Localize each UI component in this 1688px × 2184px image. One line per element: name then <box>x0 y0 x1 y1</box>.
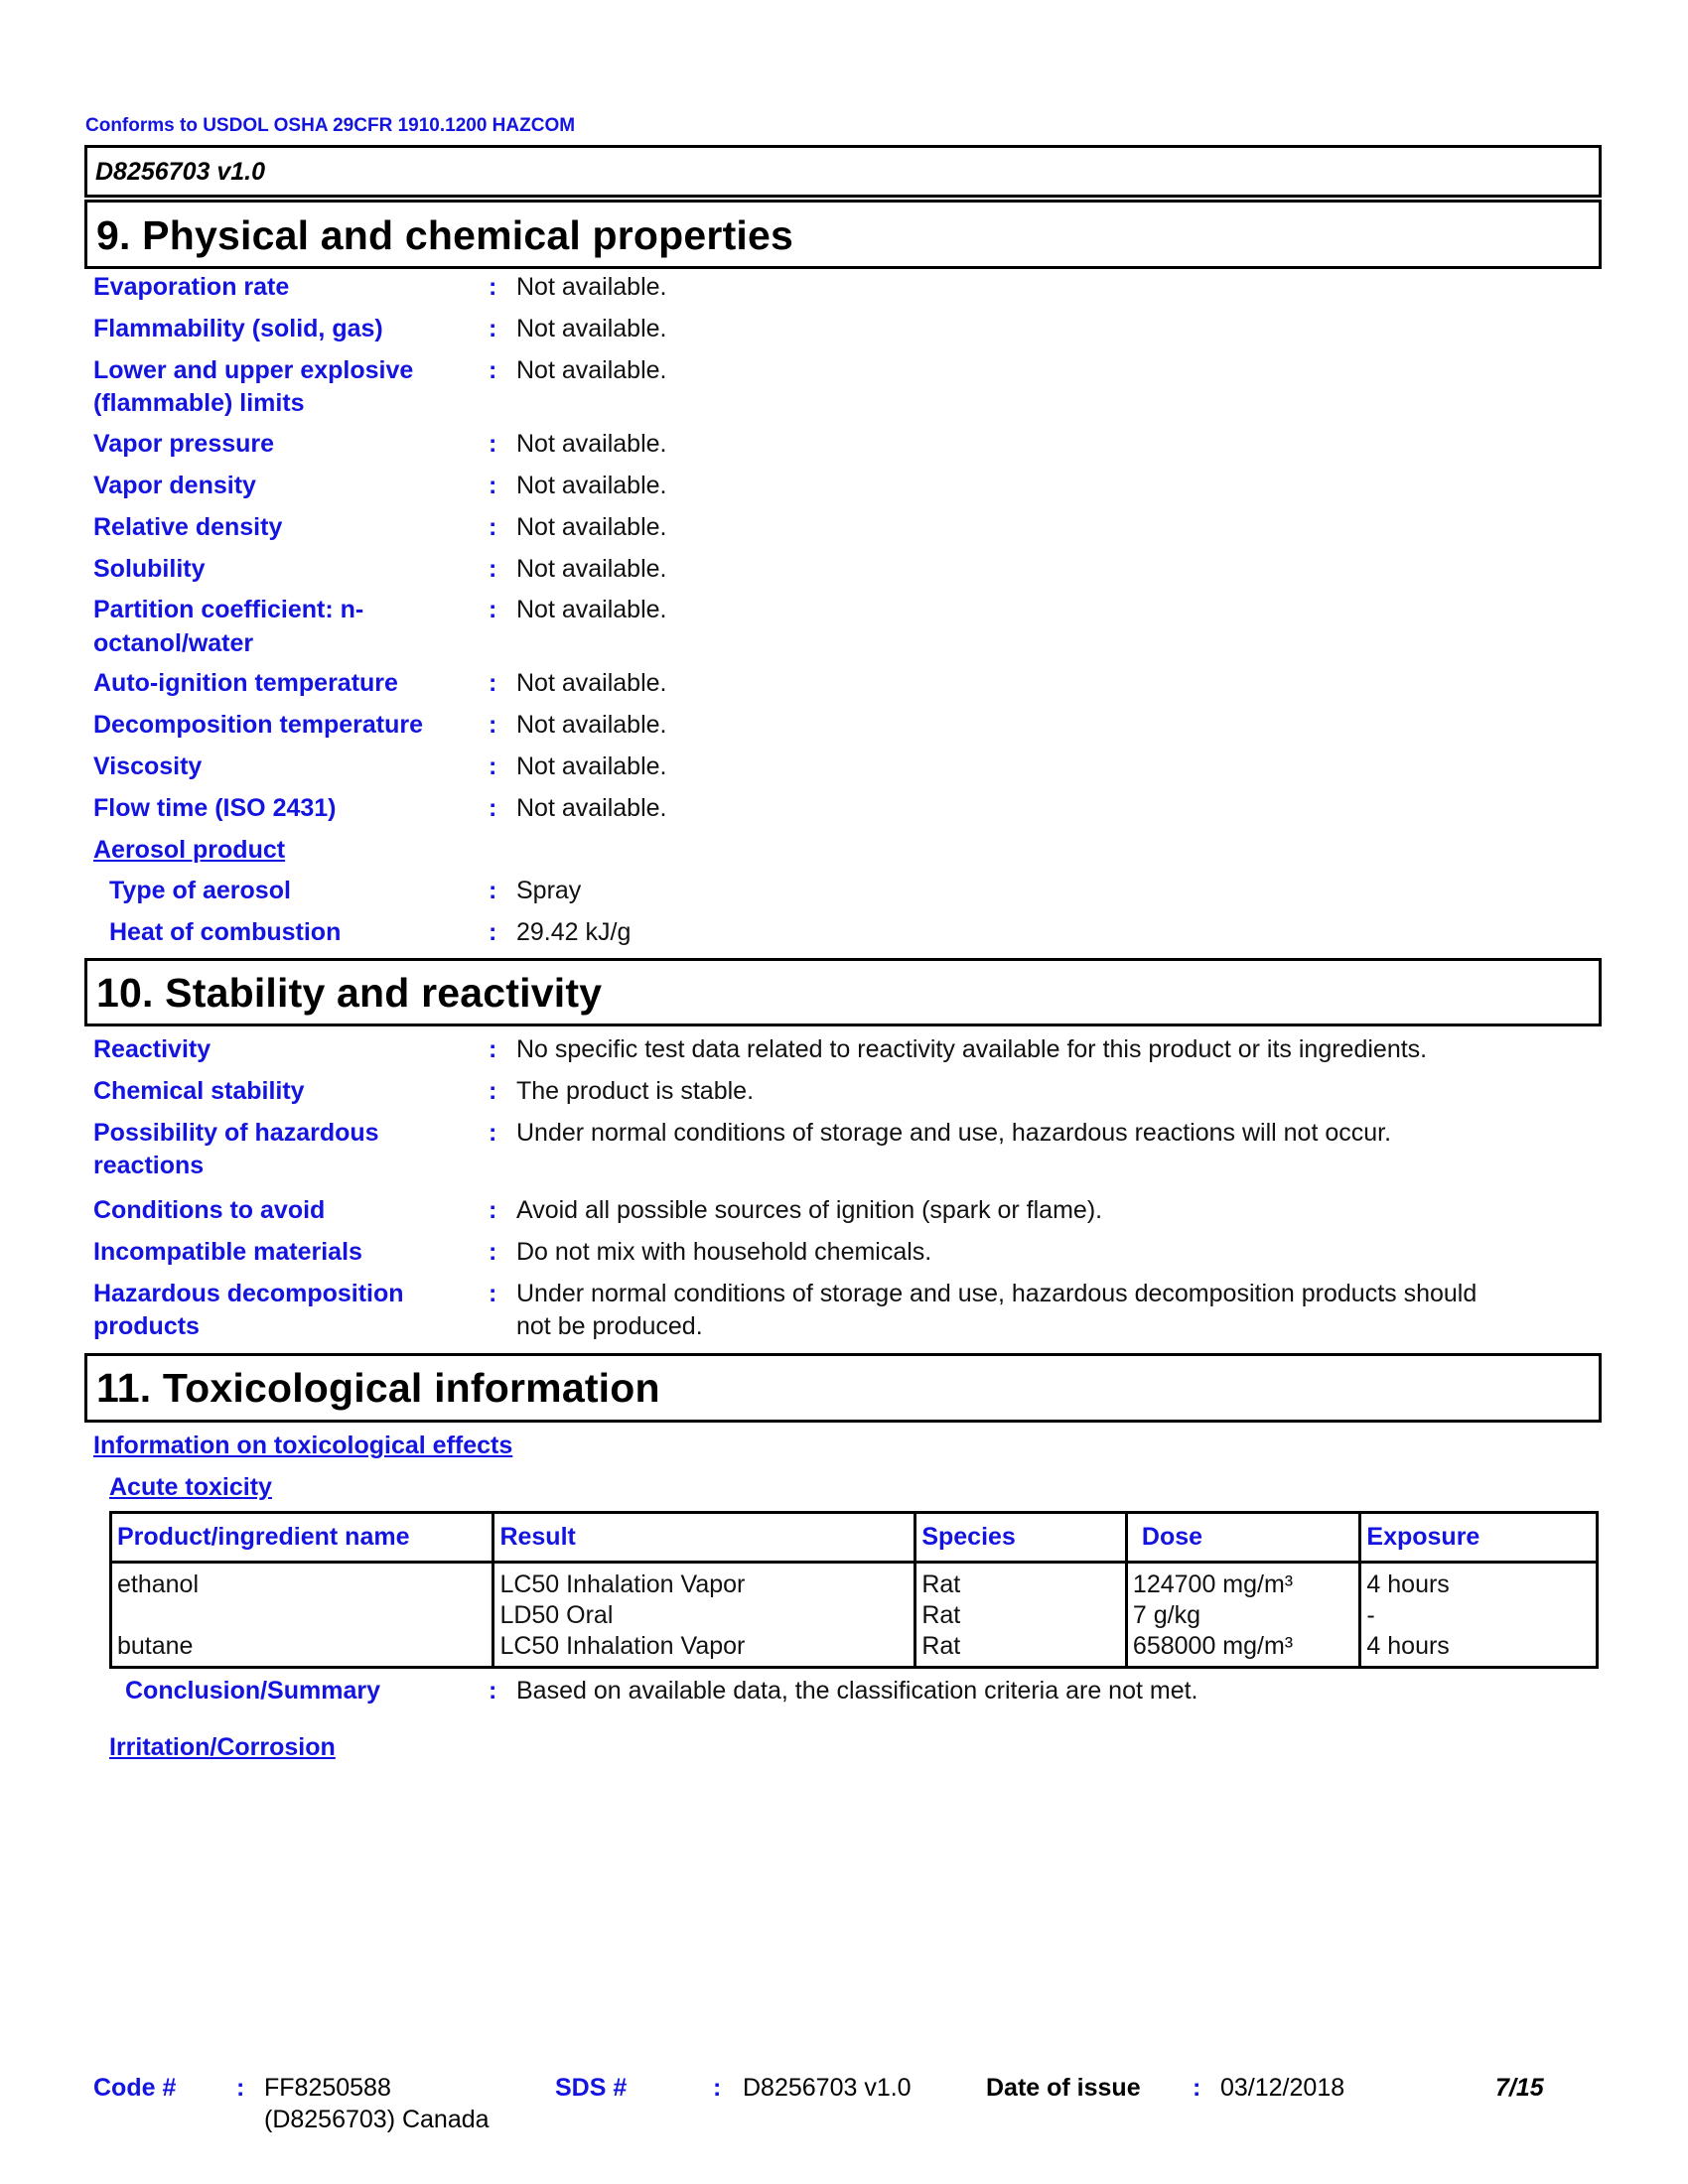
property-label: Conditions to avoid <box>93 1196 326 1224</box>
species-cell <box>915 1563 1127 1668</box>
colon: : <box>489 752 497 780</box>
species-value: Rat <box>921 1632 961 1660</box>
result-value: LC50 Inhalation Vapor <box>499 1632 746 1660</box>
column-header-name: Product/ingredient name <box>111 1513 493 1563</box>
colon: : <box>489 1280 497 1307</box>
column-header-dose: Dose <box>1126 1513 1359 1563</box>
species-value: Rat <box>921 1570 961 1598</box>
code-label: Code # <box>93 2074 177 2102</box>
colon: : <box>489 1035 497 1063</box>
property-label: Viscosity <box>93 752 203 780</box>
acute-toxicity-table <box>109 1511 1599 1669</box>
page-number: 7/15 <box>1495 2074 1544 2102</box>
property-value: Not available. <box>516 669 667 697</box>
colon: : <box>489 555 497 583</box>
conclusion-value: Based on available data, the classification criteria are not met. <box>516 1677 1198 1705</box>
property-value: Not available. <box>516 794 667 822</box>
property-label: Hazardous decomposition <box>93 1280 404 1307</box>
property-value: Not available. <box>516 752 667 780</box>
property-label: Vapor density <box>93 472 256 499</box>
section-11-title: 11. Toxicological information <box>96 1365 660 1411</box>
property-value: 29.42 kJ/g <box>516 918 632 946</box>
property-value: Do not mix with household chemicals. <box>516 1238 932 1266</box>
colon: : <box>489 1196 497 1224</box>
name-cell <box>111 1563 493 1668</box>
table-header-row <box>111 1513 1598 1563</box>
code-value-continued: (D8256703) Canada <box>264 2106 490 2133</box>
property-label: Evaporation rate <box>93 273 290 301</box>
date-of-issue-value: 03/12/2018 <box>1220 2074 1345 2102</box>
property-value: Under normal conditions of storage and use, hazardous reactions will not occur. <box>516 1119 1392 1147</box>
property-label: Flammability (solid, gas) <box>93 315 383 342</box>
property-label: Lower and upper explosive <box>93 356 414 384</box>
result-value: LC50 Inhalation Vapor <box>499 1570 746 1598</box>
column-header-exposure: Exposure <box>1360 1513 1598 1563</box>
property-value: Not available. <box>516 356 667 384</box>
date-of-issue-label: Date of issue <box>986 2074 1141 2102</box>
colon: : <box>489 918 497 946</box>
property-value: Not available. <box>516 711 667 739</box>
property-label: Heat of combustion <box>109 918 342 946</box>
property-label: Incompatible materials <box>93 1238 362 1266</box>
colon: : <box>489 1119 497 1147</box>
property-label: Possibility of hazardous <box>93 1119 379 1147</box>
colon: : <box>489 513 497 541</box>
property-value: Not available. <box>516 513 667 541</box>
colon: : <box>1193 2074 1201 2102</box>
exposure-cell <box>1360 1563 1598 1668</box>
colon: : <box>489 356 497 384</box>
colon: : <box>489 472 497 499</box>
colon: : <box>489 1077 497 1105</box>
property-label: Reactivity <box>93 1035 211 1063</box>
property-label-continued: (flammable) limits <box>93 389 305 417</box>
section-10-header <box>84 958 1602 1026</box>
property-value: The product is stable. <box>516 1077 755 1105</box>
property-label: Solubility <box>93 555 206 583</box>
colon: : <box>489 1677 497 1705</box>
property-value: Under normal conditions of storage and use, hazardous decomposition products should <box>516 1280 1477 1307</box>
colon: : <box>489 669 497 697</box>
column-header-result: Result <box>493 1513 915 1563</box>
colon: : <box>489 877 497 904</box>
colon: : <box>489 430 497 458</box>
section-10-title: 10. Stability and reactivity <box>96 970 603 1016</box>
dose-value: 658000 mg/m³ <box>1132 1632 1294 1660</box>
result-value: LD50 Oral <box>499 1601 614 1629</box>
colon: : <box>489 1238 497 1266</box>
aerosol-product-heading: Aerosol product <box>93 836 286 864</box>
column-header-species: Species <box>915 1513 1127 1563</box>
property-label-continued: reactions <box>93 1152 205 1179</box>
colon: : <box>489 794 497 822</box>
property-label: Chemical stability <box>93 1077 305 1105</box>
property-label: Partition coefficient: n- <box>93 596 364 623</box>
colon: : <box>489 273 497 301</box>
property-value-continued: not be produced. <box>516 1312 703 1340</box>
property-value: Not available. <box>516 596 667 623</box>
table-row <box>111 1563 1598 1668</box>
exposure-value: 4 hours <box>1366 1570 1450 1598</box>
property-value: Not available. <box>516 555 667 583</box>
exposure-value: - <box>1366 1601 1375 1629</box>
toxicological-effects-heading: Information on toxicological effects <box>93 1432 513 1459</box>
property-label: Type of aerosol <box>109 877 291 904</box>
code-value: FF8250588 <box>264 2074 391 2102</box>
sds-value: D8256703 v1.0 <box>743 2074 912 2102</box>
section-9-header <box>84 200 1602 269</box>
dose-cell <box>1126 1563 1359 1668</box>
acute-toxicity-heading: Acute toxicity <box>109 1473 272 1501</box>
section-9-title: 9. Physical and chemical properties <box>96 212 794 258</box>
irritation-corrosion-heading: Irritation/Corrosion <box>109 1733 336 1761</box>
property-label-continued: products <box>93 1312 200 1340</box>
property-label: Relative density <box>93 513 283 541</box>
exposure-value: 4 hours <box>1366 1632 1450 1660</box>
property-label: Flow time (ISO 2431) <box>93 794 337 822</box>
sds-label: SDS # <box>555 2074 628 2102</box>
colon: : <box>489 711 497 739</box>
species-value: Rat <box>921 1601 961 1629</box>
property-value: Not available. <box>516 315 667 342</box>
dose-value: 7 g/kg <box>1132 1601 1201 1629</box>
property-label-continued: octanol/water <box>93 629 254 657</box>
conclusion-label: Conclusion/Summary <box>125 1677 380 1705</box>
dose-value: 124700 mg/m³ <box>1132 1570 1294 1598</box>
property-value: Avoid all possible sources of ignition (spark or flame). <box>516 1196 1103 1224</box>
ingredient-name <box>117 1600 487 1631</box>
colon: : <box>489 315 497 342</box>
property-value: Not available. <box>516 273 667 301</box>
ingredient-name: butane <box>117 1632 194 1660</box>
property-value: No specific test data related to reactivity available for this product or its ingredients. <box>516 1035 1428 1063</box>
property-value: Not available. <box>516 430 667 458</box>
result-cell <box>493 1563 915 1668</box>
property-label: Vapor pressure <box>93 430 275 458</box>
property-value: Not available. <box>516 472 667 499</box>
section-11-header <box>84 1353 1602 1423</box>
document-id-box <box>84 145 1602 198</box>
colon: : <box>236 2074 245 2102</box>
ingredient-name: ethanol <box>117 1570 200 1598</box>
colon: : <box>489 596 497 623</box>
property-label: Decomposition temperature <box>93 711 424 739</box>
property-value: Spray <box>516 877 582 904</box>
property-label: Auto-ignition temperature <box>93 669 398 697</box>
conformance-statement: Conforms to USDOL OSHA 29CFR 1910.1200 HAZCOM <box>85 115 576 136</box>
document-id: D8256703 v1.0 <box>95 158 265 186</box>
colon: : <box>713 2074 722 2102</box>
